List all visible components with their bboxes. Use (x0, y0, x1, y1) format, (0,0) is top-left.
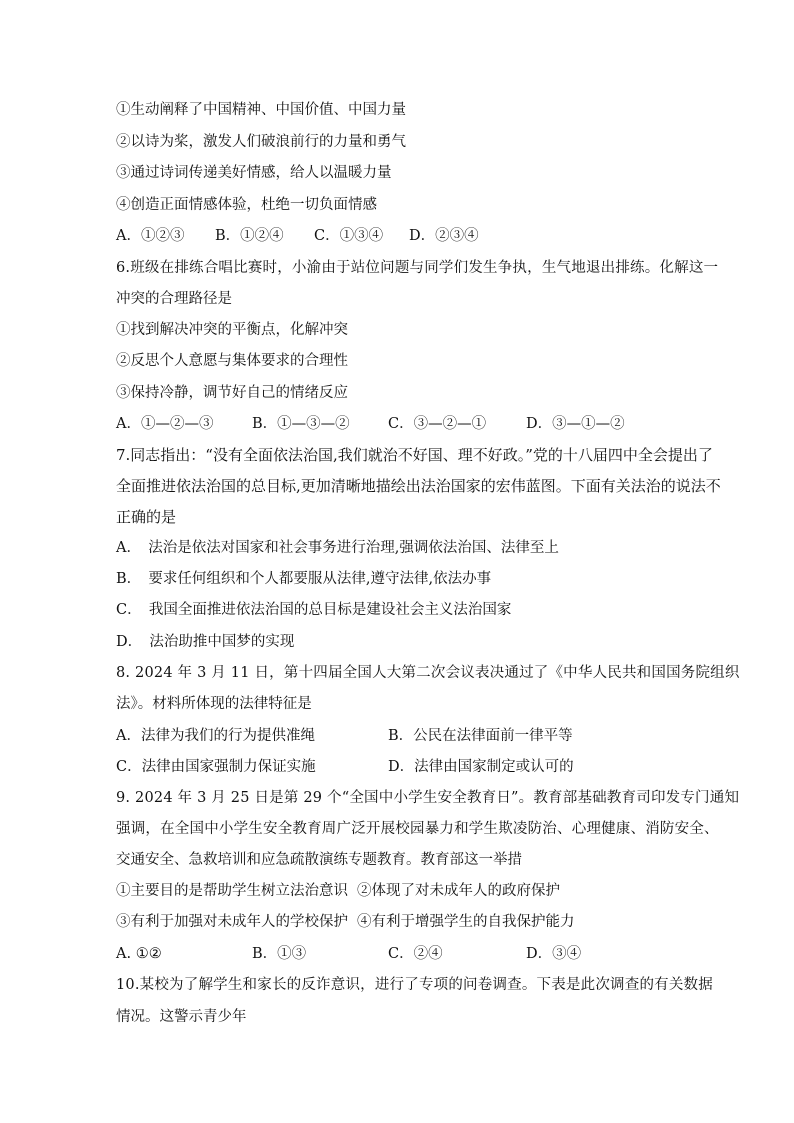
q8-stem-line-1: 8. 2024 年 3 月 11 日，第十四届全国人大第二次会议表决通过了《中华人民共和国国务院组织 (116, 665, 740, 681)
q8-option-a: A．法律为我们的行为提供准绳 (116, 728, 315, 744)
q6-statement-2: ②反思个人意愿与集体要求的合理性 (116, 353, 348, 369)
q6-option-c: C．③—②—① (388, 416, 487, 432)
q9-stem-line-2: 强调，在全国中小学生安全教育周广泛开展校园暴力和学生欺凌防治、心理健康、消防安全、 (116, 821, 719, 837)
q8-option-b: B．公民在法律面前一律平等 (388, 728, 573, 744)
q10-stem-line-1: 10.某校为了解学生和家长的反诈意识，进行了专项的问卷调查。下表是此次调查的有关数据 (116, 977, 713, 993)
q6-stem-line-2: 冲突的合理路径是 (116, 291, 232, 307)
q6-statement-3: ③保持冷静，调节好自己的情绪反应 (116, 385, 348, 401)
q6-option-b: B．①—③—② (252, 416, 350, 432)
q5-statement-3: ③通过诗词传递美好情感，给人以温暖力量 (116, 165, 392, 181)
q7-stem-line-3: 正确的是 (116, 508, 177, 526)
q9-option-d: D．③④ (526, 946, 582, 962)
q9-option-a: A. ①② (116, 946, 162, 962)
q7-stem-line-2: 全面推进依法治国的总目标,更加清晰地描绘出法治国家的宏伟蓝图。下面有关法治的说法不 (116, 477, 721, 495)
q7-option-c: C． 我国全面推进依法治国的总目标是建设社会主义法治国家 (116, 602, 512, 618)
q8-option-d: D．法律由国家制定或认可的 (388, 759, 574, 775)
q5-option-b: B．①②④ (215, 228, 284, 244)
q6-option-d: D．③—①—② (526, 416, 625, 432)
q5-option-a: A．①②③ (116, 228, 185, 244)
q9-option-b: B．①③ (252, 946, 307, 962)
q9-statement-3: ③有利于加强对未成年人的学校保护 (116, 914, 348, 930)
q9-statement-2: ②体现了对未成年人的政府保护 (357, 883, 560, 899)
q6-option-a: A．①—②—③ (116, 416, 214, 432)
q7-option-b: B． 要求任何组织和个人都要服从法律,遵守法律,依法办事 (116, 571, 492, 587)
q10-stem-line-2: 情况。这警示青少年 (116, 1009, 247, 1025)
q7-option-d: D． 法治助推中国梦的实现 (116, 634, 295, 650)
q8-stem-line-2: 法》。材料所体现的法律特征是 (116, 696, 312, 712)
q9-option-c: C．②④ (388, 946, 443, 962)
q5-statement-2: ②以诗为桨，激发人们破浪前行的力量和勇气 (116, 134, 406, 150)
q5-option-d: D．②③④ (409, 228, 479, 244)
q8-option-c: C．法律由国家强制力保证实施 (116, 759, 316, 775)
q9-stem-line-1: 9. 2024 年 3 月 25 日是第 29 个“全国中小学生安全教育日”。教育部基础教育司印发专门通知 (116, 790, 740, 806)
q5-statement-4: ④创造正面情感体验，杜绝一切负面情感 (116, 197, 377, 213)
q7-stem-line-1: 7.同志指出：“没有全面依法治国,我们就治不好国、理不好政。”党的十八届四中全会提出了 (116, 446, 713, 464)
q9-stem-line-3: 交通安全、急救培训和应急疏散演练专题教育。教育部这一举措 (116, 852, 522, 868)
q5-option-c: C．①③④ (314, 228, 384, 244)
q6-statement-1: ①找到解决冲突的平衡点，化解冲突 (116, 322, 348, 338)
q6-stem-line-1: 6.班级在排练合唱比赛时，小渝由于站位问题与同学们发生争执，生气地退出排练。化解这一 (116, 260, 719, 276)
q9-statement-1: ①主要目的是帮助学生树立法治意识 (116, 883, 348, 899)
q7-option-a: A． 法治是依法对国家和社会事务进行治理,强调依法治国、法律至上 (116, 540, 559, 556)
q5-statement-1: ①生动阐释了中国精神、中国价值、中国力量 (116, 102, 406, 118)
q9-statement-4: ④有利于增强学生的自我保护能力 (357, 914, 575, 930)
